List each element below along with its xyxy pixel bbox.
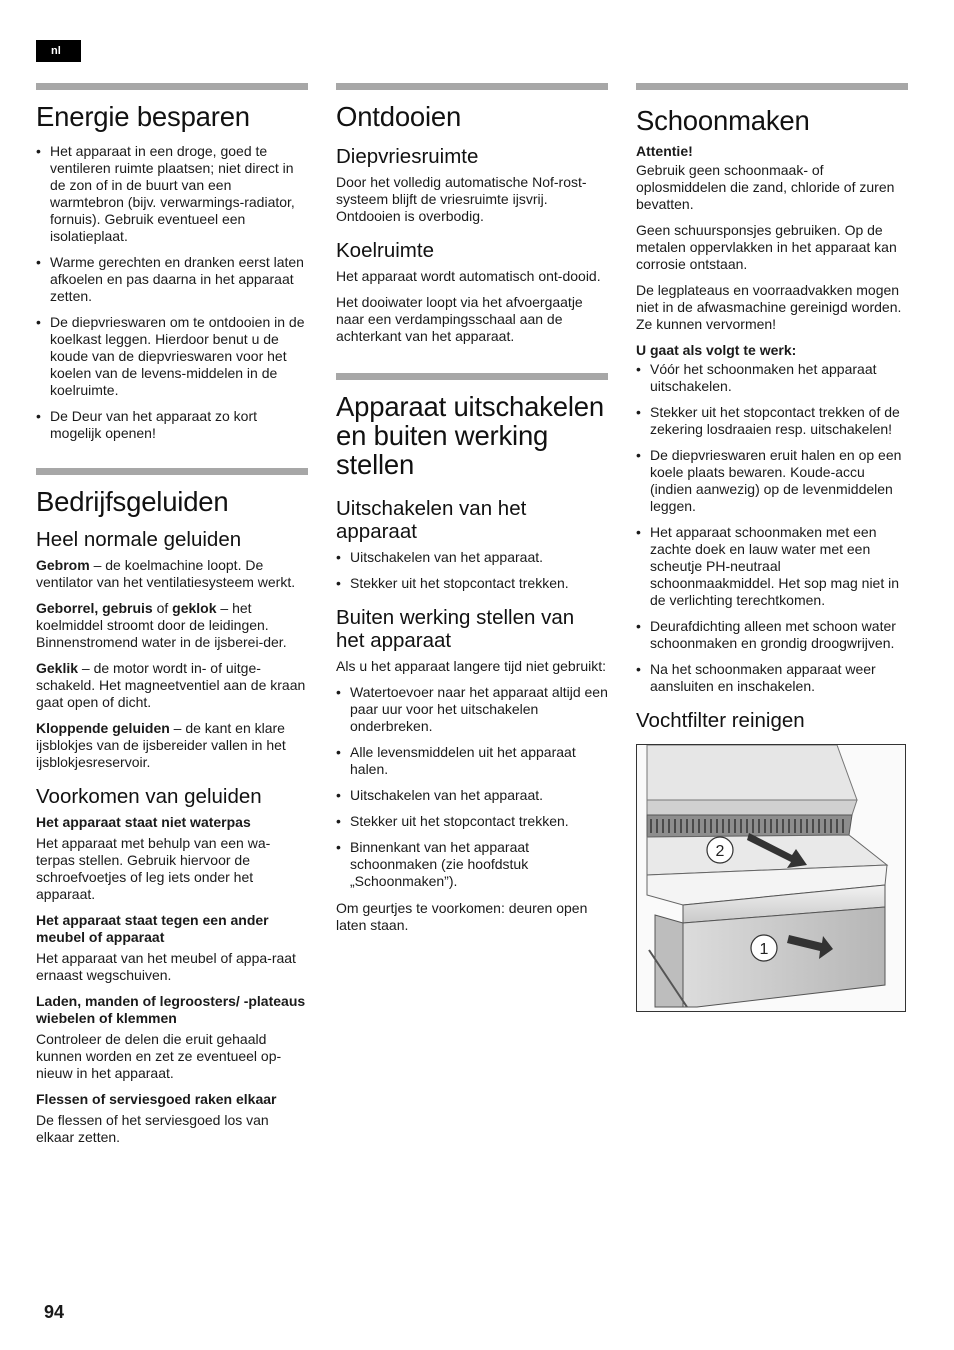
list-item: • Stekker uit het stopcontact trekken. bbox=[336, 575, 608, 592]
noise-hum-paragraph: Gebrom – de koelmachine loopt. De ventilator van het ventilatiesysteem werkt. bbox=[36, 557, 296, 590]
out-of-service-intro: Als u het apparaat langere tijd niet gebruikt: bbox=[336, 658, 607, 674]
noise-click-paragraph: Geklik – de motor wordt in- of uitge-schakeld. Het magneetventiel aan de kraan gaat open of dicht. bbox=[36, 660, 306, 710]
noise-bubbling-paragraph: Geborrel, gebruis of geklok – het koelmiddel stroomt door de leidingen. Binnenstromend water in de ijsberei-der. bbox=[36, 600, 287, 650]
fridge-text: Het dooiwater loopt via het afvoergaatje naar een verdampingsschaal aan de achterkant van het apparaat. bbox=[336, 294, 583, 344]
fridge-text: Het apparaat wordt automatisch ont-dooid. bbox=[336, 268, 601, 284]
problem-label: Het apparaat staat tegen een ander meubel of apparaat bbox=[36, 912, 269, 945]
subheading-freezer: Diepvriesruimte bbox=[336, 145, 479, 168]
list-item: • De diepvrieswaren om te ontdooien in de koelkast leggen. Hierdoor benut u de koude van de diepvrieswaren voor het koelen van de levens-middelen in de koelruimte. bbox=[36, 314, 308, 399]
list-item: • Watertoevoer naar het apparaat altijd een paar uur voor het uitschakelen onderbreken. bbox=[336, 684, 608, 735]
column-middle bbox=[336, 83, 608, 943]
subheading-fridge: Koelruimte bbox=[336, 239, 434, 262]
callout-label-1: 1 bbox=[759, 941, 769, 958]
cleaning-warning: De legplateaus en voorraadvakken mogen niet in de afwasmachine gereinigd worden. Ze kunnen vervormen! bbox=[636, 282, 902, 332]
problem-label: Het apparaat staat niet waterpas bbox=[36, 814, 251, 830]
list-item: • Binnenkant van het apparaat schoonmaken (zie hoofdstuk „Schoonmaken”). bbox=[336, 839, 608, 890]
language-tag: nl bbox=[36, 40, 81, 62]
out-of-service-list bbox=[336, 684, 608, 890]
callout-label-2: 2 bbox=[715, 843, 725, 860]
page-number: 94 bbox=[44, 1302, 65, 1322]
section-rule bbox=[36, 468, 308, 475]
steps-label: U gaat als volgt te werk: bbox=[636, 342, 797, 358]
odor-note: Om geurtjes te voorkomen: deuren open laten staan. bbox=[336, 900, 588, 933]
list-item: • Warme gerechten en dranken eerst laten afkoelen en pas daarna in het apparaat zetten. bbox=[36, 254, 308, 305]
cleaning-steps-list bbox=[636, 361, 908, 695]
list-item: • Uitschakelen van het apparaat. bbox=[336, 549, 608, 566]
subheading-normal-noises: Heel normale geluiden bbox=[36, 528, 242, 551]
subheading-switch-off-appliance: Uitschakelen van het apparaat bbox=[336, 497, 527, 543]
problem-label: Laden, manden of legroosters/ -plateaus wiebelen of klemmen bbox=[36, 993, 306, 1026]
list-item: • Alle levensmiddelen uit het apparaat halen. bbox=[336, 744, 608, 778]
list-item: • Vóór het schoonmaken het apparaat uitschakelen. bbox=[636, 361, 908, 395]
problem-solution: Controleer de delen die eruit gehaald kunnen worden en zet ze eventueel op-nieuw in het apparaat. bbox=[36, 1031, 282, 1081]
list-item: • Stekker uit het stopcontact trekken of de zekering losdraaien resp. uitschakelen! bbox=[636, 404, 908, 438]
list-item: • Stekker uit het stopcontact trekken. bbox=[336, 813, 608, 830]
heading-energy-saving: Energie besparen bbox=[36, 101, 250, 132]
section-rule bbox=[336, 373, 608, 380]
switch-off-list bbox=[336, 549, 608, 592]
noise-knock-paragraph: Kloppende geluiden – de kant en klare ijsblokjes van de ijsbereider vallen in het ijsblokjesreservoir. bbox=[36, 720, 286, 770]
section-rule bbox=[36, 83, 308, 90]
section-rule bbox=[336, 83, 608, 90]
heading-cleaning: Schoonmaken bbox=[636, 105, 810, 136]
heading-operating-noises: Bedrijfsgeluiden bbox=[36, 486, 229, 517]
heading-defrosting: Ontdooien bbox=[336, 101, 462, 132]
column-left bbox=[36, 83, 308, 1155]
moisture-filter-figure bbox=[636, 744, 906, 1012]
drawer-illustration bbox=[637, 745, 905, 1011]
subheading-out-of-service: Buiten werking stellen van het apparaat bbox=[336, 606, 575, 652]
heading-switch-off: Apparaat uitschakelen en buiten werking stellen bbox=[336, 391, 604, 480]
list-item: • De diepvrieswaren eruit halen en op een koele plaats bewaren. Koude-accu (indien aanwezig) op de levenmiddelen leggen. bbox=[636, 447, 908, 515]
problem-solution: De flessen of het serviesgoed los van elkaar zetten. bbox=[36, 1112, 269, 1145]
problem-solution: Het apparaat van het meubel of appa-raat ernaast wegschuiven. bbox=[36, 950, 296, 983]
list-item: • Uitschakelen van het apparaat. bbox=[336, 787, 608, 804]
list-item: • Deurafdichting alleen met schoon water schoonmaken en grondig droogwrijven. bbox=[636, 618, 908, 652]
subheading-prevent-noises: Voorkomen van geluiden bbox=[36, 785, 262, 808]
energy-tips-list bbox=[36, 143, 308, 442]
section-rule bbox=[636, 83, 908, 90]
list-item: • Na het schoonmaken apparaat weer aansluiten en inschakelen. bbox=[636, 661, 908, 695]
problem-solution: Het apparaat met behulp van een wa-terpas stellen. Gebruik hiervoor de schroefvoetjes of leg iets onder het apparaat. bbox=[36, 835, 271, 902]
cleaning-warning: Gebruik geen schoonmaak- of oplosmiddelen die zand, chloride of zuren bevatten. bbox=[636, 162, 895, 212]
cleaning-warning: Geen schuursponsjes gebruiken. Op de metalen oppervlakken in het apparaat kan corrosie ontstaan. bbox=[636, 222, 897, 272]
problem-label: Flessen of serviesgoed raken elkaar bbox=[36, 1091, 277, 1107]
column-right bbox=[636, 83, 908, 1012]
list-item: • De Deur van het apparaat zo kort mogelijk openen! bbox=[36, 408, 308, 442]
list-item: • Het apparaat in een droge, goed te ventileren ruimte plaatsen; niet direct in de zon of in de buurt van een warmtebron (bijv. verwarmings-radiator, fornuis). Gebruik eventueel een isolatieplaat. bbox=[36, 143, 308, 245]
subheading-moisture-filter: Vochtfilter reinigen bbox=[636, 709, 805, 732]
list-item: • Het apparaat schoonmaken met een zachte doek en lauw water met een scheutje PH-neutraal schoonmaakmiddel. Het sop mag niet in de verlichting terechtkomen. bbox=[636, 524, 908, 609]
attention-label: Attentie! bbox=[636, 143, 693, 159]
freezer-text: Door het volledig automatische Nof-rost-systeem blijft de vriesruimte ijsvrij. Ontdooien is overbodig. bbox=[336, 174, 587, 224]
